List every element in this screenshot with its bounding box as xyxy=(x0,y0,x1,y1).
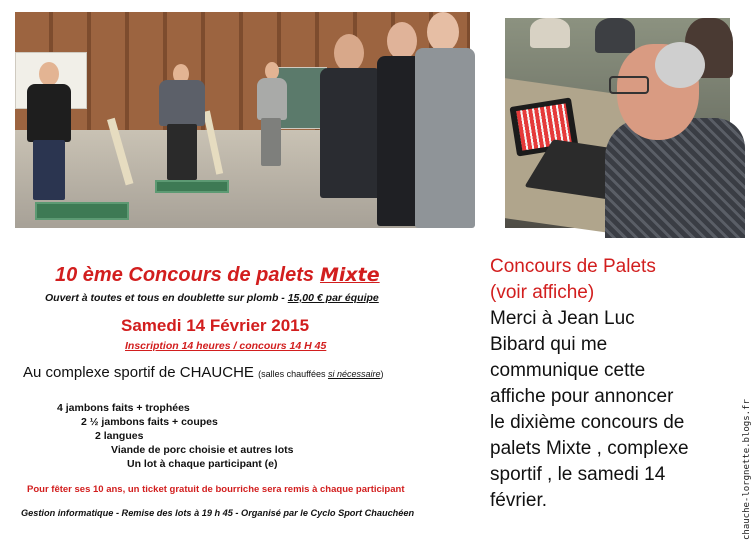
poster-prize-item: Un lot à chaque participant (e) xyxy=(127,458,278,470)
poster-title-mixte: Mixte xyxy=(319,264,380,286)
poster-venue-text: Au complexe sportif de CHAUCHE xyxy=(23,364,254,381)
poster-prize-item: 4 jambons faits + trophées xyxy=(57,402,190,414)
article-body-line: Bibard qui me xyxy=(490,334,608,355)
article-body-line: février. xyxy=(490,490,548,511)
article-body-line: sportif , le samedi 14 xyxy=(490,464,666,485)
event-poster xyxy=(15,250,475,535)
article-body-line: affiche pour annoncer xyxy=(490,386,674,407)
man-hair xyxy=(655,42,705,88)
article-title-line: (voir affiche) xyxy=(490,282,595,303)
poster-title-text: 10 ème Concours de palets xyxy=(55,264,314,286)
poster-title xyxy=(55,264,380,287)
poster-date: Samedi 14 Février 2015 xyxy=(121,316,310,335)
article-text xyxy=(490,254,735,514)
poster-venue xyxy=(23,364,384,381)
poster-prize-item: 2 langues xyxy=(95,430,144,442)
glasses-icon xyxy=(609,76,649,94)
gym-photo xyxy=(15,12,470,228)
poster-prize-item: 2 ½ jambons faits + coupes xyxy=(81,416,218,428)
poster-subtitle-text: Ouvert à toutes et tous en doublette sur plomb - xyxy=(45,292,285,304)
article-body-line: Merci à Jean Luc xyxy=(490,308,635,329)
poster-price: 15,00 € par équipe xyxy=(287,292,379,304)
poster-inscription: Inscription 14 heures / concours 14 H 45 xyxy=(125,340,327,352)
blog-watermark: chauche-lorgnette.blogs.fr xyxy=(742,399,752,540)
palet-board xyxy=(155,180,229,193)
poster-bourriche: Pour fêter ses 10 ans, un ticket gratuit de bourriche sera remis à chaque participant xyxy=(27,484,405,495)
article-body-line: palets Mixte , complexe xyxy=(490,438,689,459)
poster-venue-note: (salles chauffées si nécessaire) xyxy=(258,369,384,379)
poster-prize-item: Viande de porc choisie et autres lots xyxy=(111,444,294,456)
article-title-line: Concours de Palets xyxy=(490,256,656,277)
poster-subtitle xyxy=(45,292,379,304)
poster-footer: Gestion informatique - Remise des lots à 19 h 45 - Organisé par le Cyclo Sport Chauchéen xyxy=(21,508,415,518)
article-body-line: communique cette xyxy=(490,360,646,381)
palet-board xyxy=(35,202,129,220)
laptop-photo xyxy=(505,18,730,228)
article-body-line: le dixième concours de xyxy=(490,412,685,433)
